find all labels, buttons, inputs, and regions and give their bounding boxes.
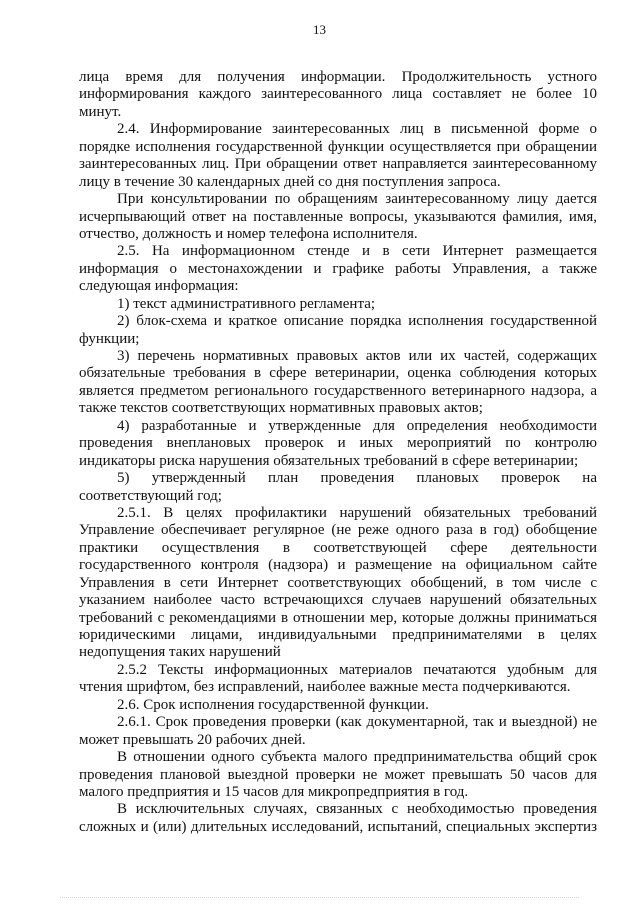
text-line: является предметом регионального государственного ветеринарного надзора, а [79,382,597,399]
text-line: следующая информация: [79,278,239,295]
document-body [79,69,597,836]
text-line: 2.6. Срок исполнения государственной функции. [117,696,429,713]
text-line: требований с рекомендациями в отношении мер, которые должны приниматься [79,609,597,626]
text-line: 2.6.1. Срок проведения проверки (как документарной, так и выездной) не [117,714,597,731]
scan-edge-line [60,897,579,898]
text-line: минут. [79,103,122,120]
text-line: функции; [79,330,140,347]
page-number: 13 [313,22,326,37]
text-line: отчество, должность и номер телефона исполнителя. [79,225,418,242]
text-line: малого предприятия и 15 часов для микропредприятия в год. [79,783,469,800]
text-line: проведения плановой выездной проверки не может превышать 50 часов для [79,766,597,783]
text-line: практики осуществления в соответствующей сфере деятельности [79,539,597,556]
text-line: также текстов соответствующих нормативных правовых актов; [79,400,483,417]
text-line: 3) перечень нормативных правовых актов или их частей, содержащих [117,348,597,364]
text-line: лицу в течение 30 календарных дней со дня поступления запроса. [79,173,501,190]
text-line: порядке исполнения государственной функции осуществляется при обращении [79,138,597,155]
text-line: заинтересованных лиц. При обращении ответ направляется заинтересованному [79,156,597,173]
text-line: Управления в сети Интернет соответствующих обобщений, в том числе с [79,574,597,591]
text-line: информация о местонахождении и графике работы Управления, а также [79,260,597,277]
text-line: 2.4. Информирование заинтересованных лиц в письменной форме о [117,121,597,138]
text-line: недопущения таких нарушений [79,644,281,661]
text-line: 5) утвержденный план проведения плановых проверок на [117,470,597,487]
text-line: обязательные требования в сфере ветеринарии, оценка соблюдения которых [79,365,597,382]
text-line: При консультировании по обращениям заинтересованному лицу дается [117,191,597,208]
text-line: 2.5. На информационном стенде и в сети Интернет размещается [117,243,597,260]
text-line: В исключительных случаях, связанных с необходимостью проведения [117,801,597,818]
text-line: 1) текст административного регламента; [117,295,376,312]
text-line: сложных и (или) длительных исследований, испытаний, специальных экспертиз [79,818,597,835]
text-line: 2) блок-схема и краткое описание порядка исполнения государственной [117,313,597,330]
text-line: соответствующий год; [79,487,222,504]
text-line: В отношении одного субъекта малого предпринимательства общий срок [117,749,597,766]
text-line: 2.5.1. В целях профилактики нарушений обязательных требований [117,504,597,521]
text-line: информирования каждого заинтересованного лица составляет не более 10 [79,86,597,103]
text-line: государственного контроля (надзора) и размещение на официальном сайте [79,557,597,574]
text-line: Управление обеспечивает регулярное (не реже одного раза в год) обобщение [79,522,597,539]
text-line: проведения внеплановых проверок и иных мероприятий по контролю [79,435,597,452]
text-line: 2.5.2 Тексты информационных материалов печатаются удобным для [117,661,597,678]
text-line: чтения шрифтом, без исправлений, наиболее важные места подчеркиваются. [79,679,571,696]
text-line: юридическими лицами, индивидуальными предпринимателями в целях [79,627,597,643]
text-line: исчерпывающий ответ на поставленные вопросы, указываются фамилия, имя, [79,208,597,225]
text-line: может превышать 20 рабочих дней. [79,731,306,748]
text-line: индикаторы риска нарушения обязательных требований в сфере ветеринарии; [79,452,579,469]
text-line: 4) разработанные и утвержденные для определения необходимости [117,417,597,434]
text-line: лица время для получения информации. Продолжительность устного [79,69,597,85]
text-line: указанием наиболее часто встречающихся случаев нарушений обязательных [79,592,597,609]
